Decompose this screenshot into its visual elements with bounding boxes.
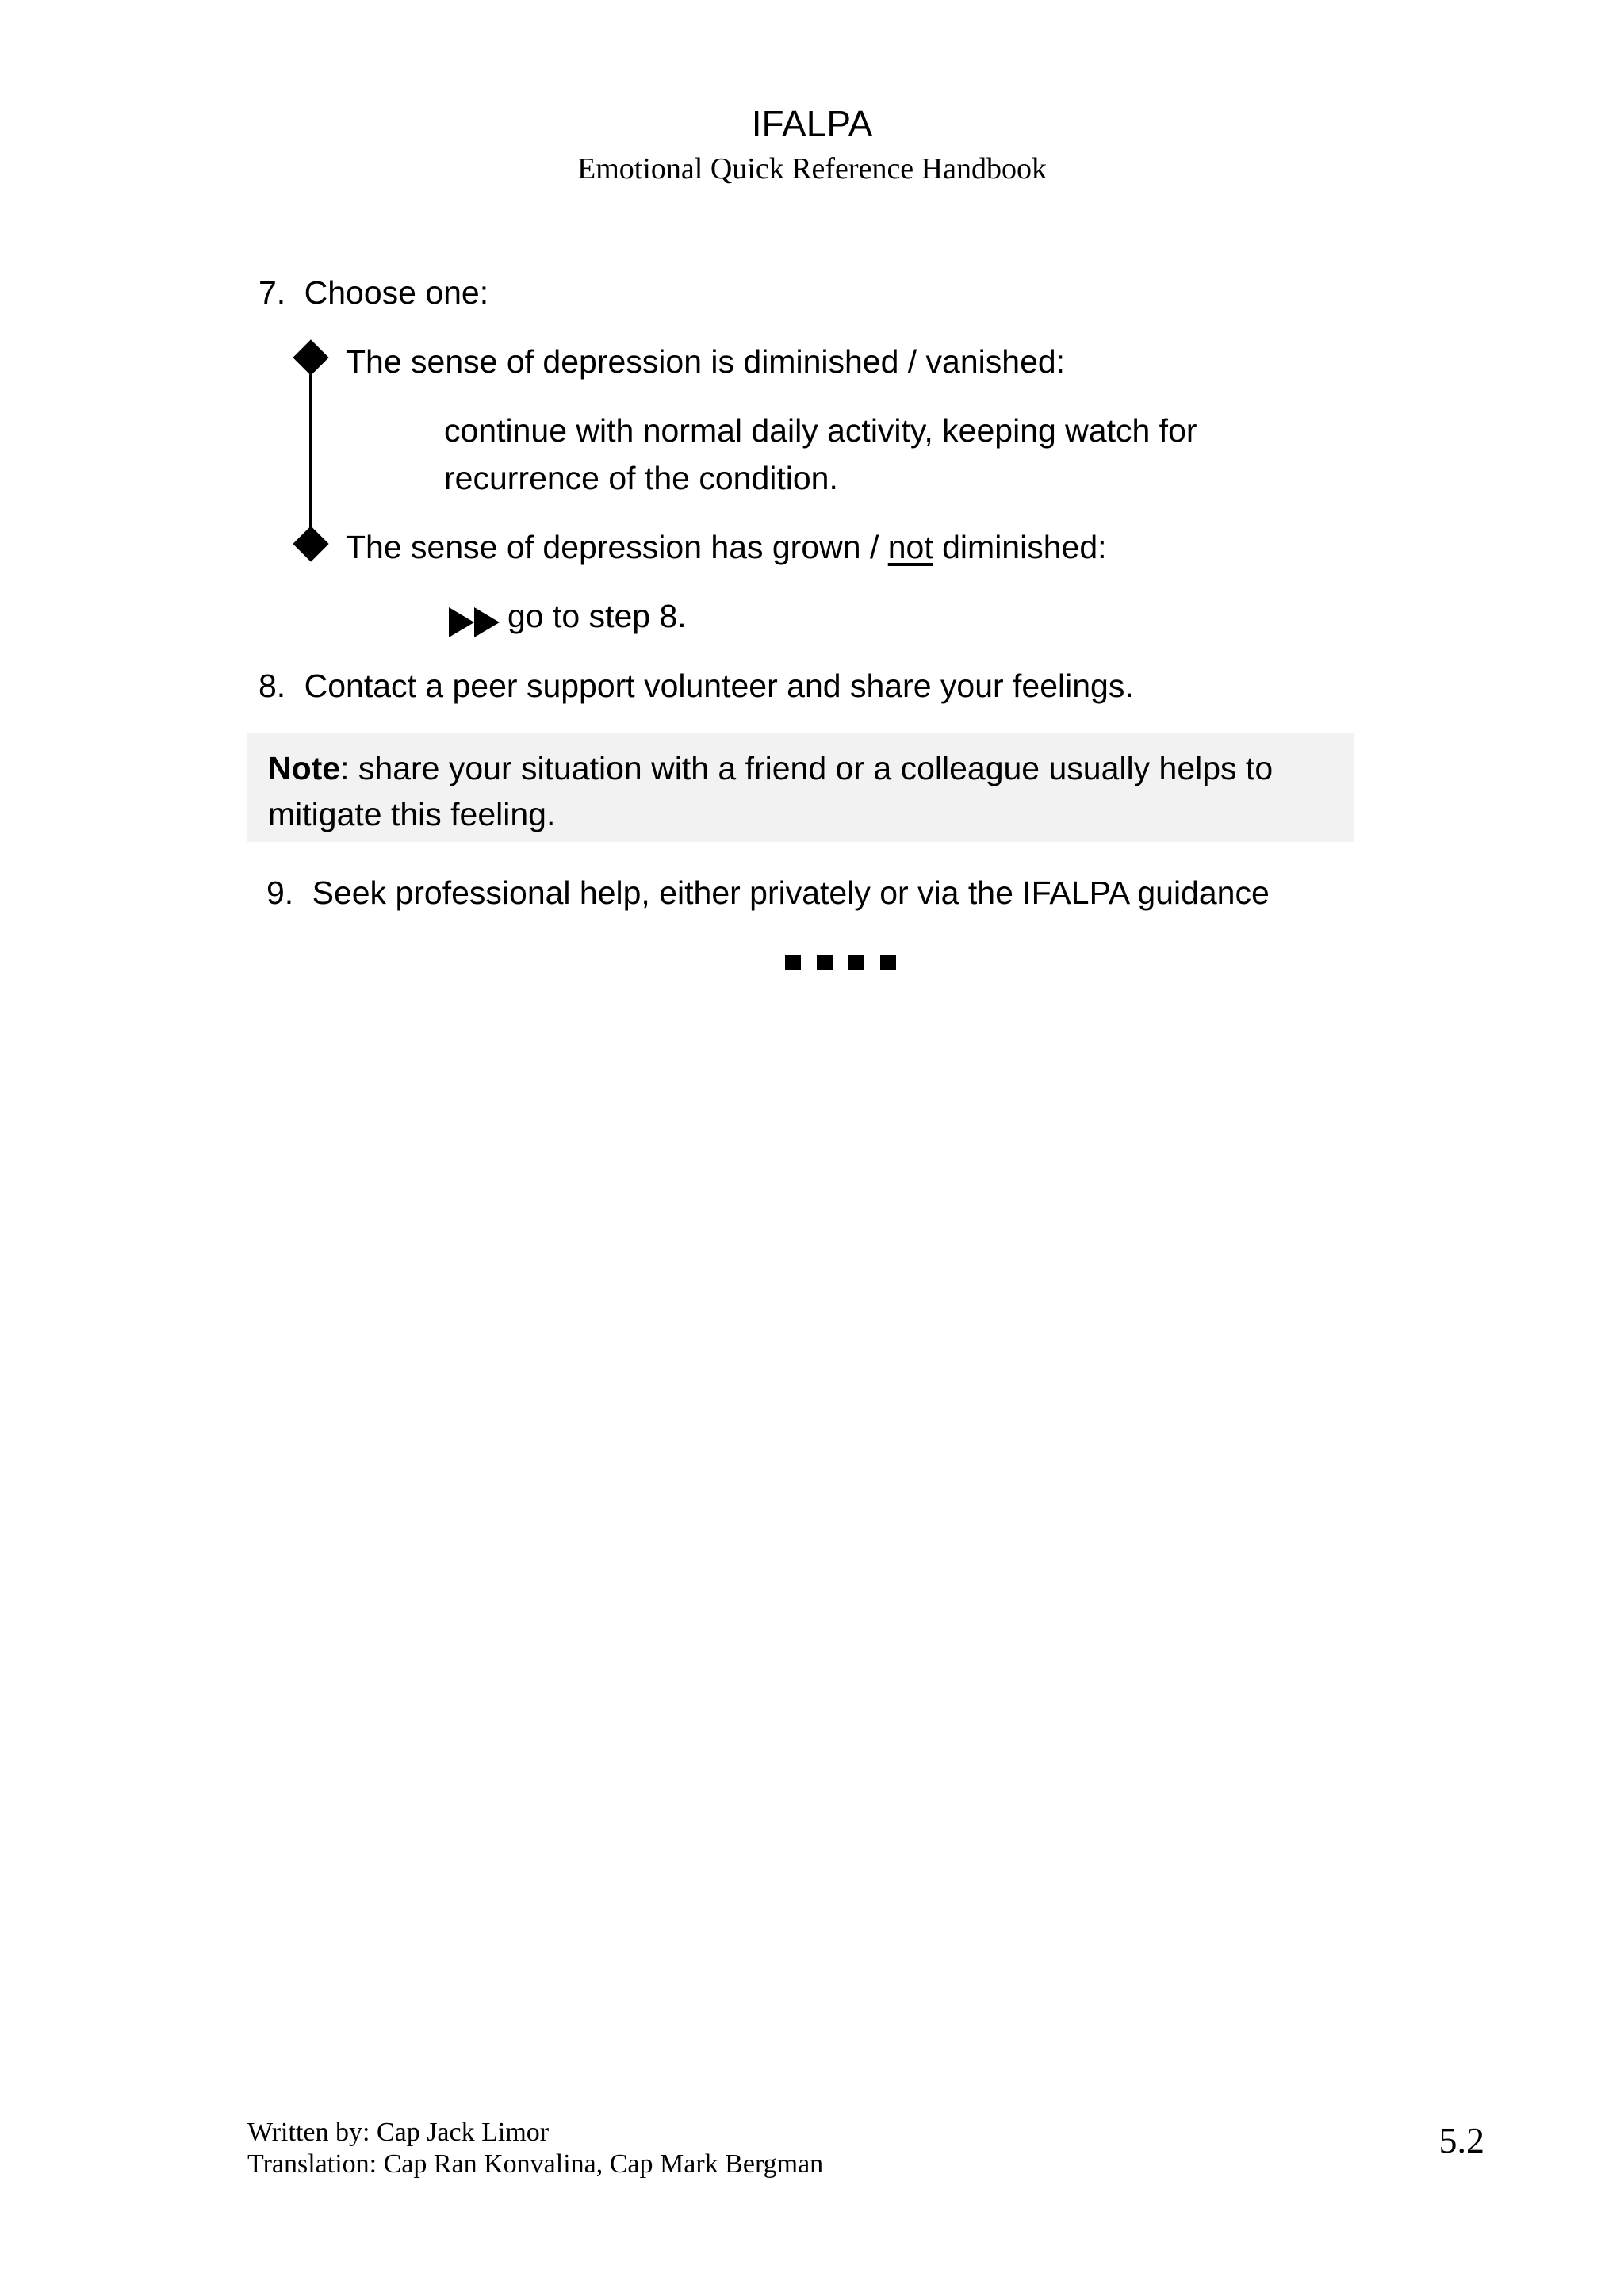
page-number: 5.2 (1438, 2120, 1484, 2160)
document-subtitle: Emotional Quick Reference Handbook (577, 152, 1047, 186)
step-8 (259, 666, 1134, 706)
four-squares-icon (783, 953, 902, 972)
step-text: Contact a peer support volunteer and share your feelings. (304, 668, 1134, 704)
step-text: Seek professional help, either privately or via the IFALPA guidance (312, 874, 1270, 911)
option-a-action-line-1: continue with normal daily activity, keeping watch for (444, 412, 1197, 449)
option-b-action: go to step 8. (508, 598, 687, 634)
option-b-suffix: diminished: (933, 529, 1107, 565)
option-a-action-line-2: recurrence of the condition. (444, 460, 838, 496)
option-connector-line (309, 363, 312, 545)
note-text (268, 745, 1346, 837)
note-label: Note (268, 750, 341, 786)
option-b-emphasis: not (887, 529, 933, 565)
footer-author: Written by: Cap Jack Limor (247, 2118, 550, 2147)
document-title: IFALPA (751, 103, 873, 144)
footer-translation: Translation: Cap Ran Konvalina, Cap Mark Bergman (247, 2149, 824, 2179)
option-a-text: The sense of depression is diminished / vanished: (346, 343, 1066, 380)
diamond-icon (293, 526, 328, 561)
step-7 (259, 273, 488, 312)
double-arrow-right-icon (449, 607, 501, 637)
step-number: 8. (259, 668, 286, 704)
note-body-line-2: mitigate this feeling. (268, 796, 556, 832)
diamond-icon (293, 339, 328, 375)
step-text: Choose one: (304, 274, 489, 311)
option-b-prefix: The sense of depression has grown / (346, 529, 888, 565)
step-number: 7. (259, 274, 286, 311)
step-9 (266, 873, 1270, 913)
note-body-line-1: : share your situation with a friend or a colleague usually helps to (340, 750, 1274, 786)
option-b-text (346, 527, 1107, 567)
step-number: 9. (266, 874, 294, 911)
